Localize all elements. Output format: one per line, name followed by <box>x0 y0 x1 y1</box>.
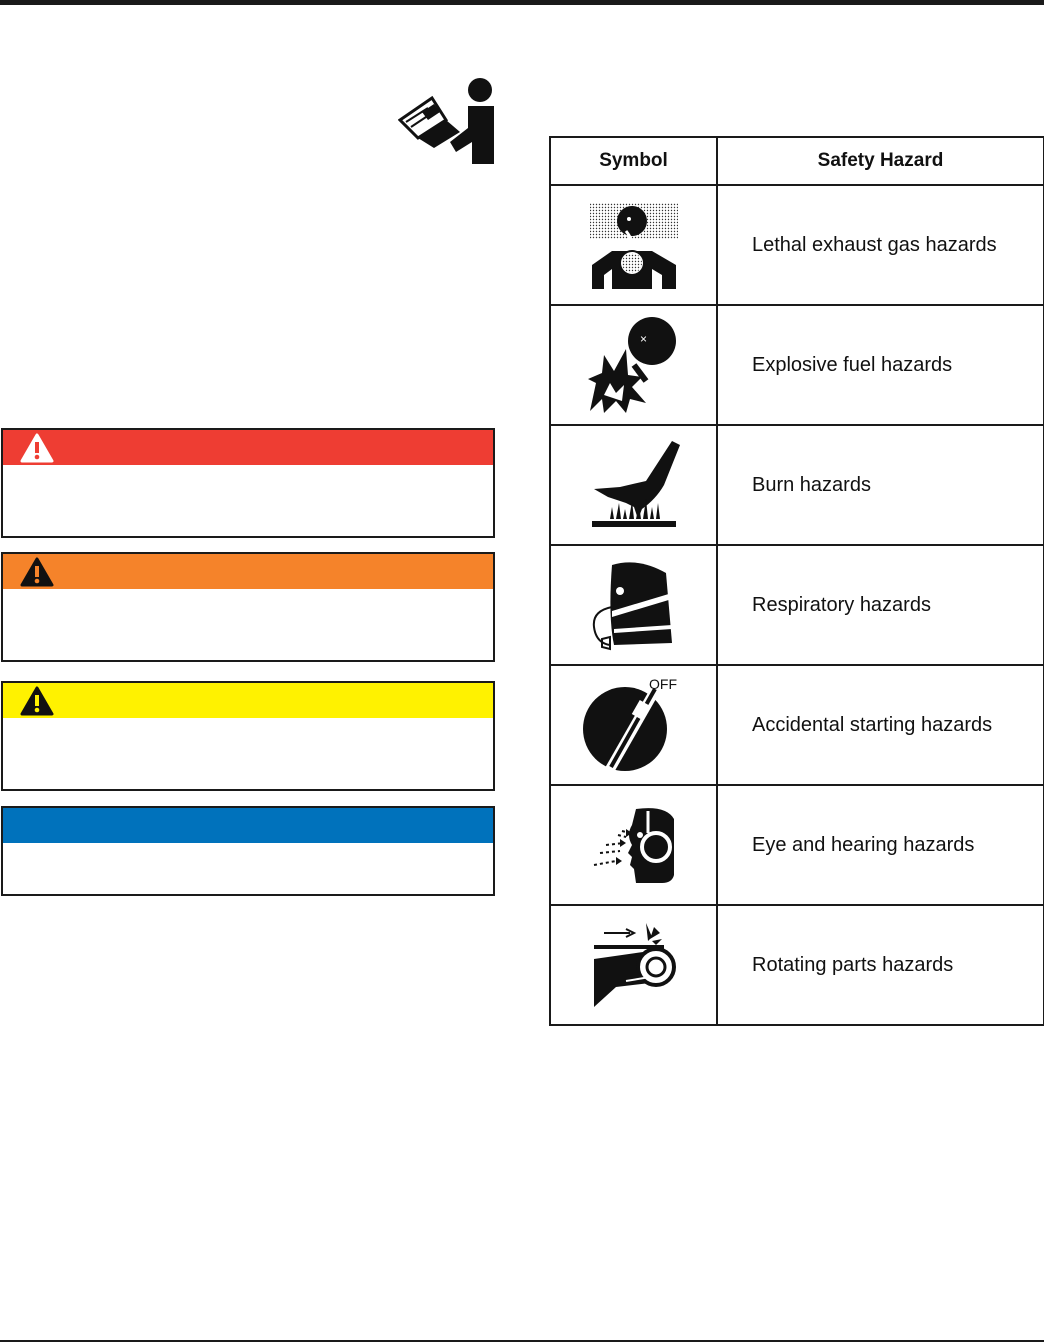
lethal-exhaust-gas-icon <box>586 197 682 293</box>
bottom-rule <box>0 1340 1044 1342</box>
table-row <box>550 785 1044 905</box>
symbol-column-header: Symbol <box>550 137 717 185</box>
danger-box <box>1 428 495 538</box>
burn-icon <box>586 437 682 533</box>
table-row <box>550 305 1044 425</box>
hazard-label: Explosive fuel hazards <box>717 305 1044 425</box>
notice-header <box>3 808 493 843</box>
warning-header <box>3 554 493 589</box>
hazard-column-header: Safety Hazard <box>717 137 1044 185</box>
hazard-label: Burn hazards <box>717 425 1044 545</box>
alert-triangle-icon <box>20 433 54 463</box>
table-row <box>550 185 1044 305</box>
caution-box <box>1 681 495 791</box>
table-row <box>550 545 1044 665</box>
eye-hearing-icon <box>586 805 682 885</box>
respiratory-icon <box>586 557 682 653</box>
safety-hazard-table <box>549 136 1044 1026</box>
table-header-row <box>550 137 1044 185</box>
read-manual-icon <box>398 76 498 166</box>
warning-box <box>1 552 495 662</box>
hazard-label: Rotating parts hazards <box>717 905 1044 1025</box>
hazard-label: Respiratory hazards <box>717 545 1044 665</box>
top-rule <box>0 0 1044 5</box>
hazard-label: Accidental starting hazards <box>717 665 1044 785</box>
hazard-label: Eye and hearing hazards <box>717 785 1044 905</box>
notice-box <box>1 806 495 896</box>
off-label: OFF <box>648 676 677 692</box>
svg-text:×: × <box>639 332 647 346</box>
table-row <box>550 665 1044 785</box>
rotating-parts-icon <box>586 917 682 1013</box>
alert-triangle-icon <box>20 557 54 587</box>
accidental-starting-icon <box>579 675 689 775</box>
alert-triangle-icon <box>20 686 54 716</box>
table-row <box>550 425 1044 545</box>
hazard-label: Lethal exhaust gas hazards <box>717 185 1044 305</box>
explosive-fuel-icon <box>586 315 682 415</box>
caution-header <box>3 683 493 718</box>
table-row <box>550 905 1044 1025</box>
danger-header <box>3 430 493 465</box>
